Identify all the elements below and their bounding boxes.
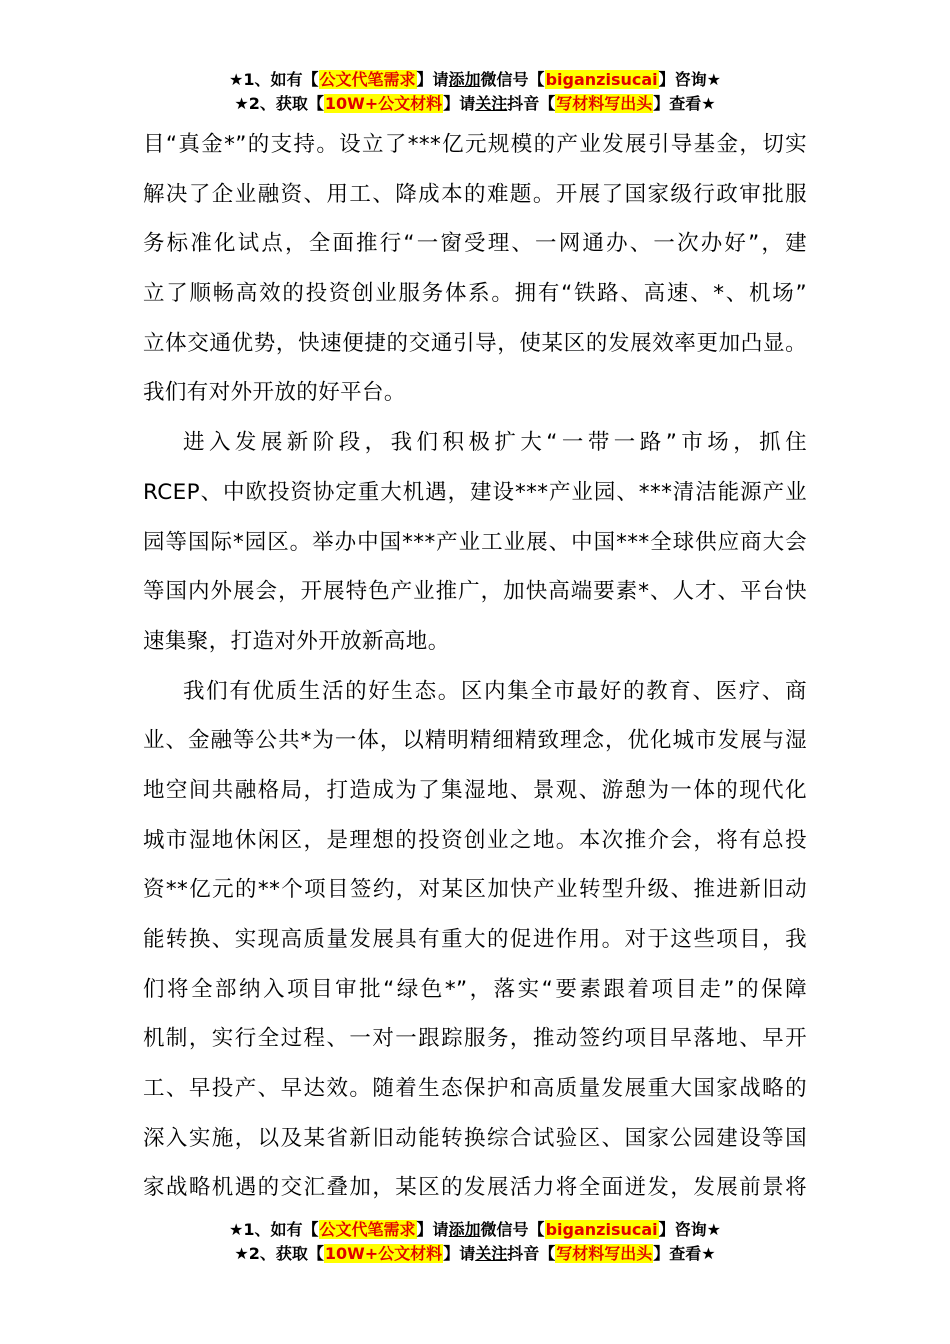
banner-highlight-materials: 10W+公文材料 [324,1244,443,1263]
banner-line-2-prefix: ★2、获取【 [234,1244,324,1263]
banner-highlight-service: 公文代笔需求 [319,70,416,89]
text-line: RCEP、中欧投资协定重大机遇，建设***产业园、***清洁能源产业 [143,479,807,505]
banner-line-1 [0,68,950,92]
text-line: 我们有对外开放的好平台。 [143,380,406,406]
paragraph-2 [143,418,807,666]
banner-underlined-add: 添加 [448,70,481,89]
banner-line-1 [0,1218,950,1242]
banner-line-2 [0,1242,950,1266]
text-line: 能转换、实现高质量发展具有重大的促进作用。对于这些项目，我 [143,927,807,952]
header-banner [0,68,950,116]
banner-line-2-prefix: ★2、获取【 [234,94,324,113]
banner-underlined-follow: 关注 [475,94,508,113]
banner-highlight-wechat-id: biganzisucai [545,1220,658,1239]
banner-highlight-materials: 10W+公文材料 [324,94,443,113]
banner-line-2-mid2: 抖音【 [507,1244,556,1263]
text-line: 目“真金*”的支持。设立了***亿元规模的产业发展引导基金，切实 [143,132,807,157]
text-line: 家战略机遇的交汇叠加，某区的发展活力将全面迸发，发展前景将 [143,1175,807,1201]
document-body [143,120,807,1213]
banner-underlined-add: 添加 [448,1220,481,1239]
text-line: 资**亿元的**个项目签约，对某区加快产业转型升级、推进新旧动 [143,877,807,903]
banner-line-1-mid2: 微信号【 [480,1220,545,1239]
banner-highlight-douyin-account: 写材料写出头 [556,94,653,113]
banner-line-1-prefix: ★1、如有【 [229,1220,319,1239]
banner-line-2-mid1: 】请 [443,94,476,113]
banner-highlight-douyin-account: 写材料写出头 [556,1244,653,1263]
banner-line-1-mid2: 微信号【 [480,70,545,89]
banner-line-2 [0,92,950,116]
text-line: 速集聚，打造对外开放新高地。 [143,628,450,654]
text-line: 立体交通优势，快速便捷的交通引导，使某区的发展效率更加凸显。 [143,330,807,356]
text-line: 地空间共融格局，打造成为了集湿地、景观、游憩为一体的现代化 [143,777,807,803]
text-line: 我们有优质生活的好生态。区内集全市最好的教育、医疗、商 [183,678,807,704]
banner-line-2-suffix: 】查看★ [653,94,716,113]
banner-line-2-mid1: 】请 [443,1244,476,1263]
text-line: 们将全部纳入项目审批“绿色*”，落实“要素跟着项目走”的保障 [143,976,807,1002]
text-line: 等国内外展会，开展特色产业推广，加快高端要素*、人才、平台快 [143,579,807,605]
banner-line-2-mid2: 抖音【 [507,94,556,113]
banner-underlined-follow: 关注 [475,1244,508,1263]
text-line: 立了顺畅高效的投资创业服务体系。拥有“铁路、高速、*、机场” [143,281,807,307]
text-line: 务标准化试点，全面推行“一窗受理、一网通办、一次办好”，建 [143,231,807,257]
text-line: 城市湿地休闲区，是理想的投资创业之地。本次推介会，将有总投 [143,827,807,853]
text-line: 深入实施，以及某省新旧动能转换综合试验区、国家公园建设等国 [143,1125,807,1151]
text-line: 进入发展新阶段，我们积极扩大“一带一路”市场，抓住 [183,430,807,456]
text-line: 业、金融等公共*为一体，以精明精细精致理念，优化城市发展与湿 [143,728,807,754]
text-line: 机制，实行全过程、一对一跟踪服务，推动签约项目早落地、早开 [143,1026,807,1052]
banner-line-1-suffix: 】咨询★ [658,1220,721,1239]
banner-line-1-mid1: 】请 [416,1220,449,1239]
banner-line-2-suffix: 】查看★ [653,1244,716,1263]
banner-line-1-suffix: 】咨询★ [658,70,721,89]
banner-line-1-mid1: 】请 [416,70,449,89]
text-line: 园等国际*园区。举办中国***产业工业展、中国***全球供应商大会 [143,529,807,555]
banner-highlight-wechat-id: biganzisucai [545,70,658,89]
paragraph-1 [143,120,807,418]
banner-highlight-service: 公文代笔需求 [319,1220,416,1239]
text-line: 工、早投产、早达效。随着生态保护和高质量发展重大国家战略的 [143,1076,807,1102]
footer-banner [0,1218,950,1266]
banner-line-1-prefix: ★1、如有【 [229,70,319,89]
text-line: 解决了企业融资、用工、降成本的难题。开展了国家级行政审批服 [143,181,807,207]
paragraph-3 [143,667,807,1214]
